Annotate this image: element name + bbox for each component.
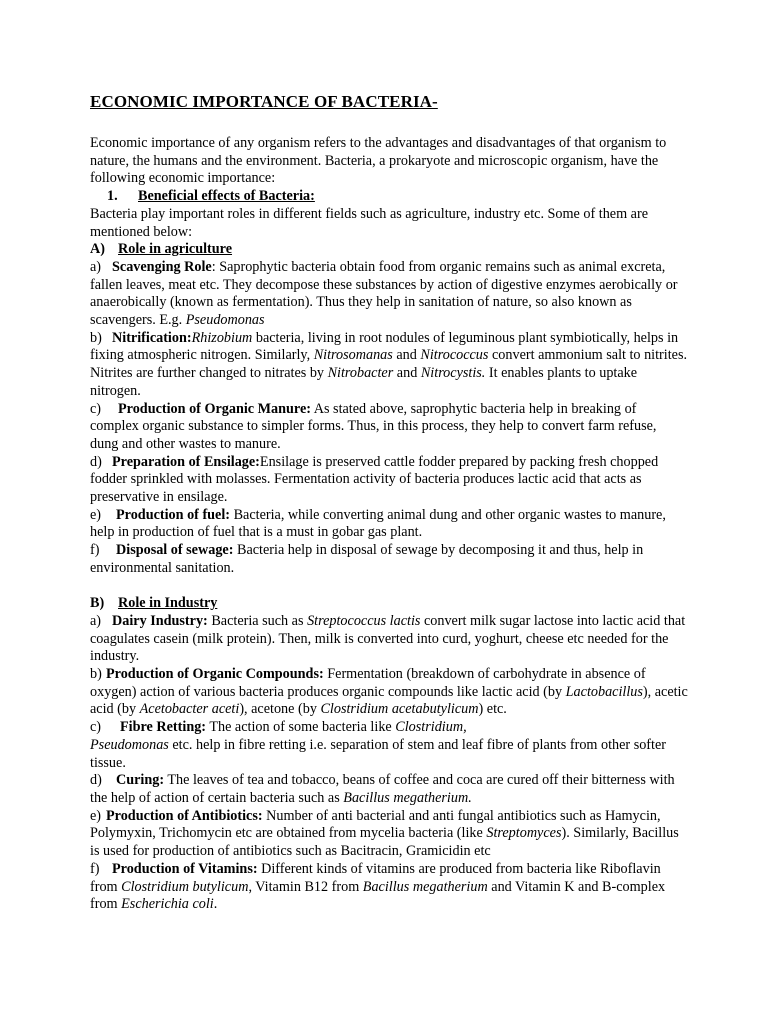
item-italic: Bacillus megatherium. — [343, 790, 472, 806]
item-marker: c) — [90, 719, 102, 736]
item-italic: Clostridium, — [395, 719, 467, 736]
item-fibre-retting — [90, 719, 688, 772]
intro-paragraph: Economic importance of any organism refers to the advantages and disadvantages of that organism to nature, the humans and the environment. Bacteria, a prokaryote and microscopic organism, have the following economic importance: — [90, 135, 667, 187]
item-marker: f) — [90, 542, 100, 559]
item-label: Curing: — [116, 772, 165, 789]
item-text: Ensilage is preserved cattle fodder prepared by packing fresh chopped fodder sprinkled with molasses. Fermentation activity of bacteria produces lactic acid that acts as preservative in ensilage. — [90, 453, 659, 506]
item-italic: Pseudomonas — [185, 312, 265, 329]
item-text: etc. help in fibre retting i.e. separation of stem and leaf fibre of plants from other softer tissue. — [90, 736, 667, 771]
subsection-letter: A) — [90, 241, 105, 258]
item-label: Production of Vitamins: — [112, 860, 258, 877]
item-marker: d) — [90, 772, 102, 789]
item-italic: Pseudomonas — [90, 736, 169, 753]
item-text: bacteria, living in root nodules of leguminous plant symbiotically, helps in fixing atmospheric nitrogen. Similarly, — [90, 329, 679, 364]
subsection-heading-label: Role in Industry — [118, 595, 218, 612]
item-italic: Streptomyces — [486, 825, 562, 842]
subsection-heading-agriculture — [90, 241, 688, 259]
item-marker: f) — [90, 860, 100, 877]
item-text: convert milk sugar lactose into lactic acid that coagulates casein (milk protein). Then, milk is converted into curd, yoghurt, cheese etc needed for the industry. — [90, 612, 686, 665]
item-label: Preparation of Ensilage: — [112, 453, 260, 470]
item-text: Bacteria, while converting animal dung and other organic wastes to manure, help in production of fuel that is a must in gobar gas plant. — [90, 506, 666, 541]
item-marker: e) — [90, 506, 102, 523]
item-marker: b) — [90, 666, 102, 683]
item-italic: Nitrococcus — [420, 347, 489, 364]
item-text: Bacteria such as — [207, 612, 308, 629]
item-text: As stated above, saprophytic bacteria help in breaking of complex organic substance to simpler forms. Thus, in this process, they help to convert farm refuse, dung and other wastes to manure. — [90, 400, 657, 452]
item-vitamins — [90, 861, 688, 914]
item-text: and — [392, 347, 421, 364]
item-text: and — [393, 365, 421, 382]
item-text: convert ammonium salt to nitrites. Nitrites are further changed to nitrates by — [90, 347, 688, 382]
item-label: Production of Organic Compounds: — [106, 666, 324, 683]
item-text: ), acetone (by — [239, 701, 321, 718]
item-marker: a) — [90, 612, 102, 629]
item-text: ), acetic acid (by — [90, 683, 688, 718]
item-scavenging-role — [90, 259, 688, 330]
subsection-heading-industry — [90, 595, 688, 613]
item-label: Disposal of sewage: — [116, 542, 234, 559]
section-number: 1. — [107, 188, 118, 205]
item-italic: Streptococcus lactis — [307, 612, 421, 629]
item-marker: a) — [90, 258, 102, 275]
subsection-heading-label: Role in agriculture — [118, 241, 233, 258]
item-text: ) etc. — [478, 701, 507, 718]
item-italic: Nitrocystis. — [420, 365, 486, 382]
item-text: and Vitamin K and B-complex from — [90, 878, 666, 913]
item-text: It enables plants to uptake nitrogen. — [90, 365, 638, 399]
item-marker: c) — [90, 400, 102, 417]
item-label: Production of fuel: — [116, 506, 231, 523]
item-curing — [90, 772, 688, 807]
item-italic: Nitrosomanas — [313, 347, 393, 364]
item-text: The action of some bacteria like — [206, 719, 396, 736]
item-marker: d) — [90, 453, 102, 470]
item-italic: Escherichia coli — [121, 896, 214, 913]
item-marker: b) — [90, 329, 102, 346]
section-heading-label: Beneficial effects of Bacteria: — [138, 188, 315, 205]
item-label: Fibre Retting: — [120, 719, 207, 736]
item-italic: Nitrobacter — [327, 365, 394, 382]
item-organic-compounds — [90, 666, 688, 719]
subsection-letter: B) — [90, 595, 105, 612]
item-italic: Rhizobium — [191, 329, 253, 346]
item-text: Bacteria help in disposal of sewage by decomposing it and thus, help in environmental sanitation. — [90, 542, 644, 576]
item-dairy-industry — [90, 613, 688, 666]
item-marker: e) — [90, 807, 102, 824]
section-intro-paragraph: Bacteria play important roles in different fields such as agriculture, industry etc. Some of them are mentioned below: — [90, 205, 648, 240]
item-italic: Acetobacter aceti — [139, 701, 240, 718]
item-label: Production of Organic Manure: — [118, 400, 311, 417]
item-fuel — [90, 507, 688, 542]
item-label: Scavenging Role — [112, 258, 212, 275]
section-heading-beneficial — [90, 188, 688, 206]
paragraph-gap — [90, 578, 688, 596]
item-text: Fermentation (breakdown of carbohydrate in absence of oxygen) action of various bacteria produces organic compounds like lactic acid (by — [90, 666, 646, 700]
item-organic-manure — [90, 401, 688, 454]
item-label: Nitrification: — [112, 329, 192, 346]
item-italic: Lactobacillus — [565, 683, 643, 700]
item-label: Production of Antibiotics: — [106, 807, 263, 824]
item-text: . — [213, 896, 218, 913]
item-label: Dairy Industry: — [112, 612, 208, 629]
item-sewage — [90, 542, 688, 577]
item-italic: Bacillus megatherium — [362, 878, 488, 895]
item-text: , Vitamin B12 from — [248, 878, 363, 895]
item-ensilage — [90, 454, 688, 507]
item-nitrification — [90, 330, 688, 401]
item-text: : Saprophytic bacteria obtain food from organic remains such as animal excreta, fallen leaves, meat etc. They decompose these substances by action of digestive enzymes aerobically or anaerobically (known as fermentation). Thus they help in sanitation of nature, so also known as scavengers. E.g. — [90, 258, 678, 329]
item-antibiotics — [90, 808, 688, 861]
item-text: Number of anti bacterial and anti fungal antibiotics such as Hamycin, Polymyxin, Trichomycin etc are obtained from mycelia bacteria (like — [90, 807, 661, 842]
item-text: ). Similarly, Bacillus is used for production of antibiotics such as Bacitracin, Gramicidin etc — [90, 825, 679, 860]
item-text: The leaves of tea and tobacco, beans of coffee and coca are cured off their bitterness with the help of action of certain bacteria such as — [90, 772, 675, 806]
item-text: Different kinds of vitamins are produced from bacteria like Riboflavin from — [90, 860, 661, 895]
page-title: ECONOMIC IMPORTANCE OF BACTERIA- — [90, 92, 438, 111]
item-italic: Clostridium butylicum — [121, 878, 249, 895]
item-italic: Clostridium acetabutylicum — [320, 701, 479, 718]
